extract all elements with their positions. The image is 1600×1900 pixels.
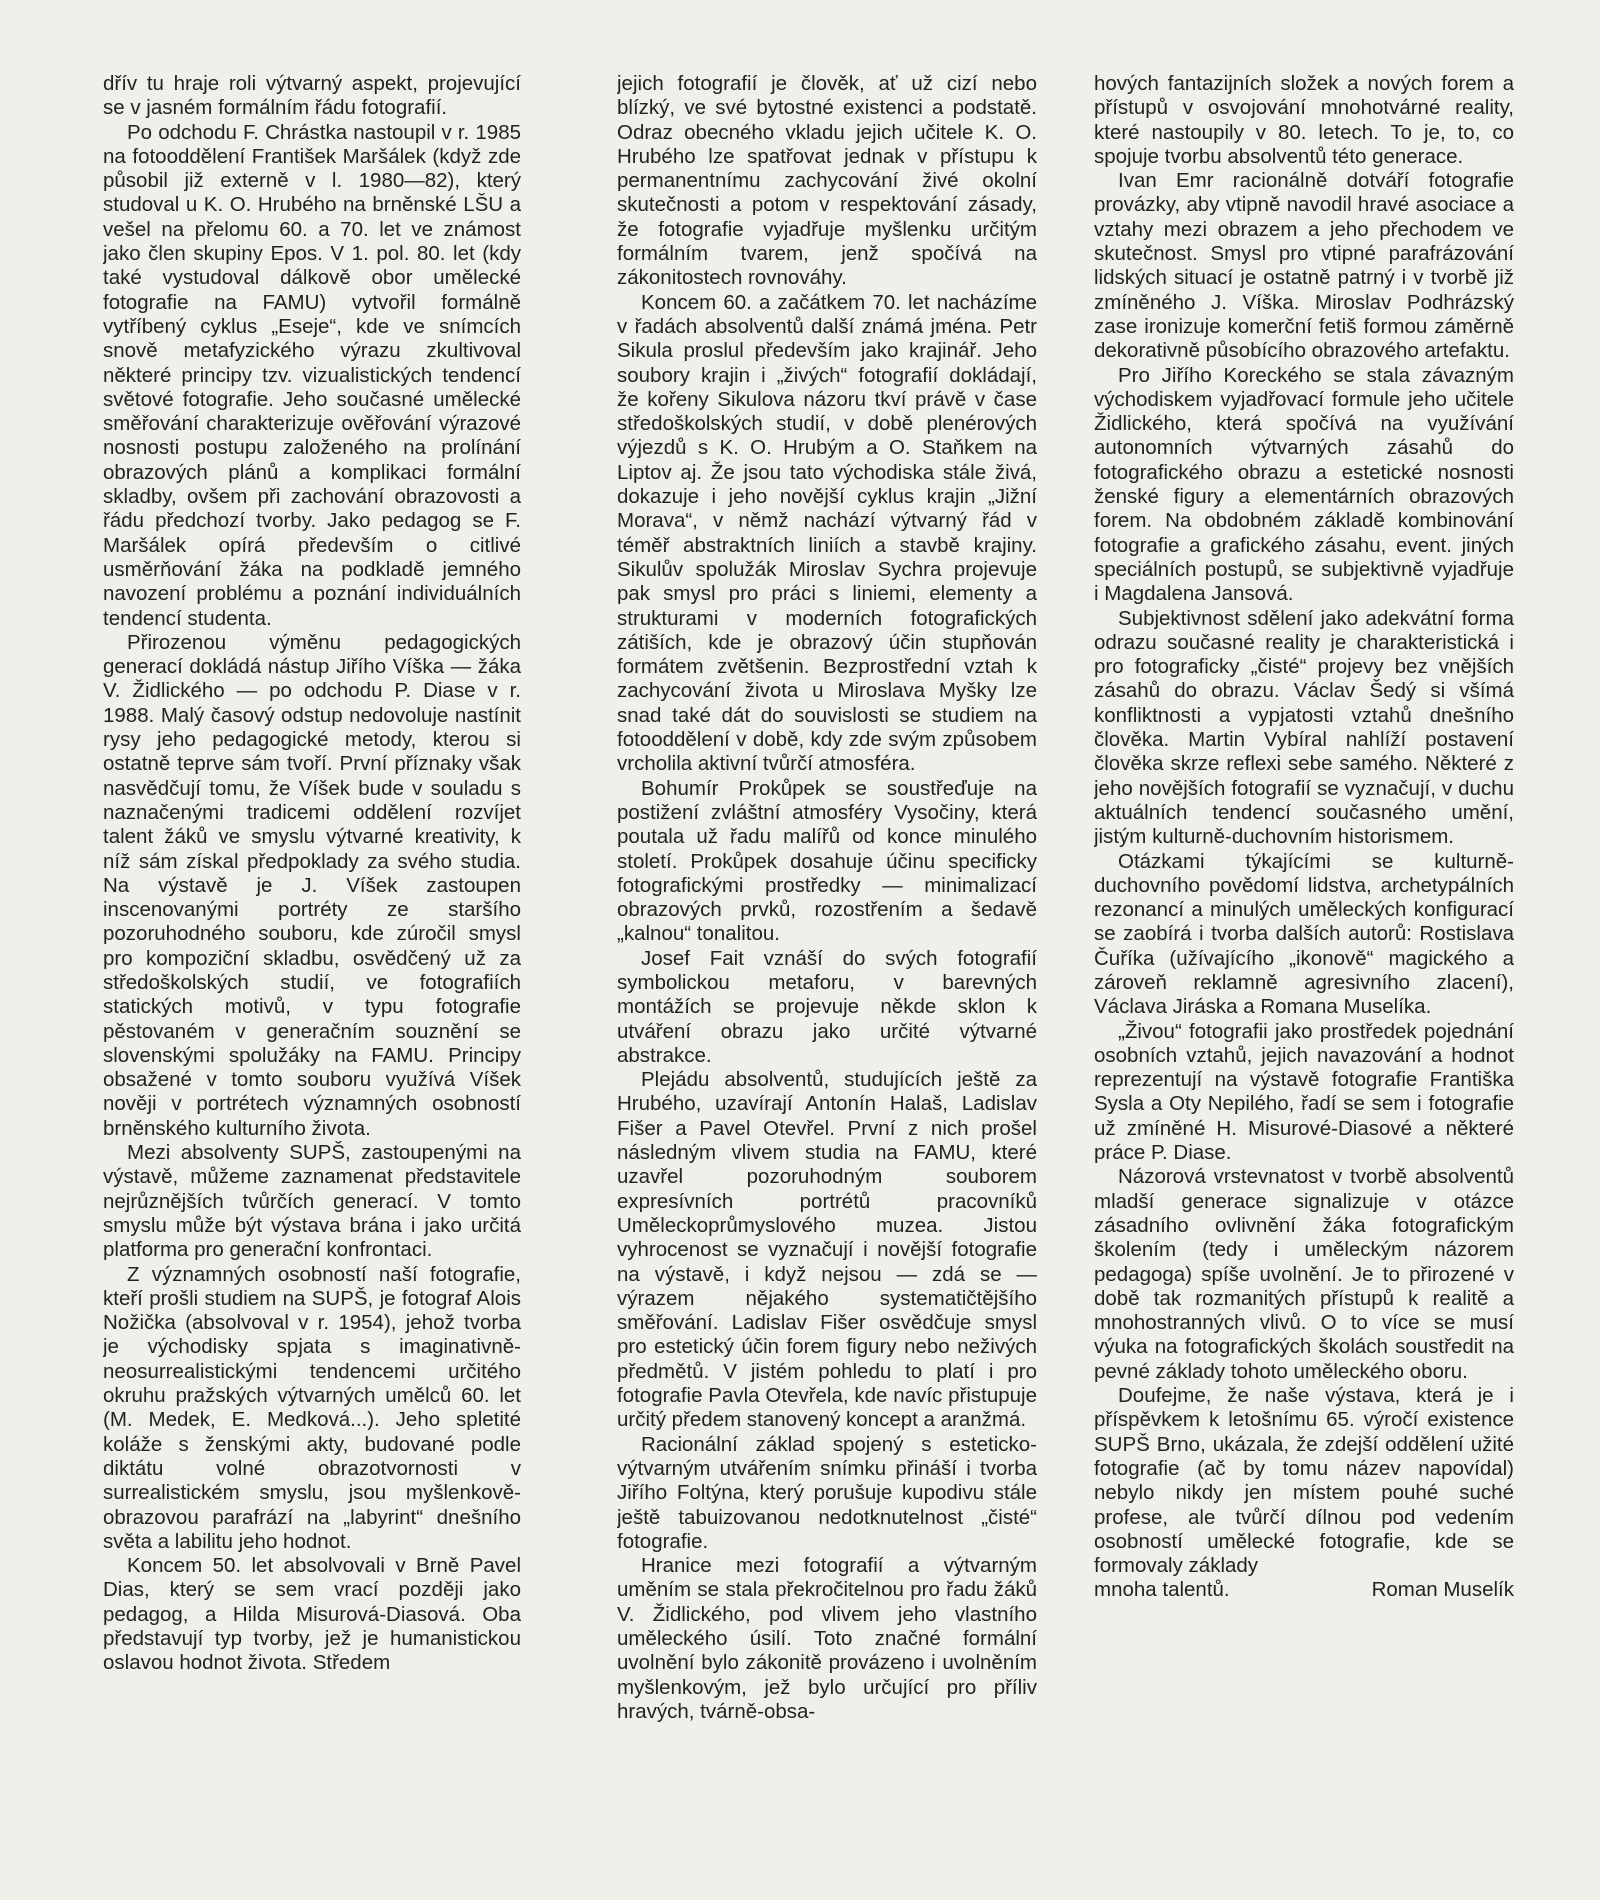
- paragraph: Koncem 60. a začátkem 70. let nacházíme v řadách absolventů další známá jména. Petr Sikula proslul především jako krajinář. Jeho soubory krajin i „živých“ fotografií dokládají, že kořeny Sikulova názoru tkví právě v čase středoškolských studií, v době plenérových výjezdů s K. O. Hrubým a O. Staňkem na Liptov aj. Že jsou tato východiska stále živá, dokazuje i jeho novější cyklus krajin „Jižní Morava“, v němž nachází výtvarný řád v téměř abstraktních liniích a stavbě krajiny. Sikulův spolužák Miroslav Sychra projevuje pak smysl pro práci s liniemi, elementy a strukturami v moderních fotografických zátiších, kde je obrazový účin stupňován formátem zvětšenin. Bezprostřední vztah k zachycování života u Miroslava Myšky lze snad také dát do souvislosti se studiem na fotooddělení v době, kdy zde svým způsobem vrcholila aktivní tvůrčí atmosféra.: [617, 290, 1037, 776]
- paragraph: Přirozenou výměnu pedagogických generací dokládá nástup Jiřího Víška — žáka V. Židlického — po odchodu P. Diase v r. 1988. Malý časový odstup nedovoluje nastínit rysy jeho pedagogické metody, kterou si ostatně teprve sám tvoří. První příznaky však nasvědčují tomu, že Víšek bude v souladu s naznačenými tradicemi oddělení rozvíjet talent žáků ve smyslu výtvarné kreativity, k níž sám získal předpoklady za svého studia. Na výstavě je J. Víšek zastoupen inscenovanými portréty ze staršího pozoruhodného souboru, kde zúročil smysl pro kompoziční skladbu, osvědčený už za středoškolských studií, ve fotografiích statických motivů, v typu fotografie pěstovaném v generačním souznění se slovenskými spolužáky na FAMU. Principy obsažené v tomto souboru využívá Víšek nověji v portrétech významných osobností brněnského kulturního života.: [103, 630, 521, 1140]
- paragraph: Ivan Emr racionálně dotváří fotografie provázky, aby vtipně navodil hravé asociace a vztahy mezi obrazem a jeho přechodem ve skutečnost. Smysl pro vtipné parafrázování lidských situací je ostatně patrný i v tvorbě již zmíněného J. Víška. Miroslav Podhrázský zase ironizuje komerční fetiš formou záměrně dekorativně působícího obrazového artefaktu.: [1094, 169, 1514, 363]
- paragraph: Subjektivnost sdělení jako adekvátní forma odrazu současné reality je charakteristická i pro fotograficky „čisté“ projevy bez vnějších zásahů do obrazu. Václav Šedý si všímá konfliktnosti a vypjatosti vztahů dnešního člověka. Martin Vybíral nahlíží postavení člověka skrze reflexi sebe samého. Některé z jeho novějších fotografií se vyznačují, v duchu aktuálních tendencí současného umění, jistým kulturně-duchovním historismem.: [1094, 606, 1514, 849]
- paragraph: Otázkami týkajícími se kulturně-duchovního povědomí lidstva, archetypálních rezonancí a minulých uměleckých konfigurací se zaobírá i tvorba dalších autorů: Rostislava Čuříka (užívajícího „ikonově“ magického a zároveň reklamně agresivního zlacení), Václava Jiráska a Romana Muselíka.: [1094, 849, 1514, 1019]
- paragraph: Pro Jiřího Koreckého se stala závazným východiskem vyjadřovací formule jeho učitele Židlického, která spočívá na využívání autonomních výtvarných zásahů do fotografického obrazu a estetické nosnosti ženské figury a elementárních obrazových forem. Na obdobném základě kombinování fotografie a grafického zásahu, event. jiných speciálních postupů, se subjektivně vyjadřuje i Magdalena Jansová.: [1094, 363, 1514, 606]
- paragraph: Po odchodu F. Chrástka nastoupil v r. 1985 na fotooddělení František Maršálek (když zde působil již externě v l. 1980—82), který studoval u K. O. Hrubého na brněnské LŠU a vešel na přelomu 60. a 70. let ve známost jako člen skupiny Epos. V 1. pol. 80. let (kdy také vystudoval dálkově obor umělecké fotografie na FAMU) vytvořil formálně vytříbený cyklus „Eseje“, kde ve snímcích snově metafyzického výrazu zkultivoval některé principy tzv. vizualistických tendencí světové fotografie. Jeho současné umělecké směřování charakterizuje ověřování výrazové nosnosti postupu založeného na prolínání obrazových plánů a komplikaci formální skladby, ovšem při zachování obrazovosti a řádu předchozí tvorby. Jako pedagog se F. Maršálek opírá především o citlivé usměrňování žáka na podkladě jemného navození problému a poznání individuálních tendencí studenta.: [103, 120, 521, 630]
- paragraph: Plejádu absolventů, studujících ještě za Hrubého, uzavírají Antonín Halaš, Ladislav Fišer a Pavel Otevřel. První z nich prošel následným vlivem studia na FAMU, které uzavřel pozoruhodným souborem expresívních portrétů pracovníků Uměleckoprůmyslového muzea. Jistou vyhrocenost se vyznačují i novější fotografie na výstavě, i když nejsou — zdá se — výrazem nějakého systematičtějšího směřování. Ladislav Fišer osvědčuje smysl pro estetický účin forem figury nebo neživých předmětů. V jistém pohledu to platí i pro fotografie Pavla Otevřela, kde navíc přistupuje určitý předem stanovený koncept a aranžmá.: [617, 1068, 1037, 1432]
- paragraph: dřív tu hraje roli výtvarný aspekt, projevující se v jasném formálním řádu fotografií.: [103, 72, 521, 120]
- paragraph: hových fantazijních složek a nových forem a přístupů v osvojování mnohotvárné reality, které nastoupily v 80. letech. To je, to, co spojuje tvorbu absolventů této generace.: [1094, 72, 1514, 168]
- paragraph: Mezi absolventy SUPŠ, zastoupenými na výstavě, můžeme zaznamenat představitele nejrůznějších tvůrčích generací. V tomto smyslu může být výstava brána i jako určitá platforma pro generační konfrontaci.: [103, 1141, 521, 1262]
- article-column-1: [103, 72, 521, 1862]
- paragraph: „Živou“ fotografii jako prostředek pojednání osobních vztahů, jejich navazování a hodnot reprezentují na výstavě fotografie Františka Sysla a Oty Nepilého, řadí se sem i fotografie už zmíněné H. Misurové-Diasové a některé práce P. Diase.: [1094, 1019, 1514, 1165]
- author-signature: Roman Muselík: [1371, 1578, 1514, 1602]
- paragraph: jejich fotografií je člověk, ať už cizí nebo blízký, ve své bytostné existenci a podstatě. Odraz obecného vkladu jejich učitele K. O. Hrubého lze spatřovat jednak v přístupu k permanentnímu zachycování živé okolní skutečnosti a potom v respektování zásady, že fotografie vyjadřuje myšlenku určitým formálním tvarem, jenž spočívá na zákonitostech rovnováhy.: [617, 72, 1037, 290]
- paragraph: Josef Fait vznáší do svých fotografií symbolickou metaforu, v barevných montážích se projevuje někde sklon k utváření obrazu jako určité výtvarné abstrakce.: [617, 946, 1037, 1067]
- article-column-2: [617, 72, 1037, 1862]
- closing-text: mnoha talentů.: [1094, 1578, 1230, 1602]
- paragraph: Hranice mezi fotografií a výtvarným uměním se stala překročitelnou pro řadu žáků V. Židlického, pod vlivem jeho vlastního uměleckého úsilí. Toto značné formální uvolnění bylo zákonitě provázeno i uvolněním myšlenkovým, jež bylo určující pro příliv hravých, tvárně-obsa-: [617, 1554, 1037, 1723]
- closing-line: [1094, 1578, 1514, 1602]
- paragraph: Racionální základ spojený s esteticko-výtvarným utvářením snímku přináší i tvorba Jiřího Foltýna, který porušuje kupodivu stále ještě tabuizovanou nedotknutelnost „čisté“ fotografie.: [617, 1432, 1037, 1553]
- paragraph: Doufejme, že naše výstava, která je i příspěvkem k letošnímu 65. výročí existence SUPŠ Brno, ukázala, že zdejší oddělení užité fotografie (ač by tomu název napovídal) nebylo nikdy jen místem pouhé suché profese, ale tvůrčí dílnou pod vedením osobností umělecké fotografie, kde se formovaly základy: [1094, 1384, 1514, 1578]
- paragraph: Bohumír Prokůpek se soustřeďuje na postižení zvláštní atmosféry Vysočiny, která poutala už řadu malířů od konce minulého století. Prokůpek dosahuje účinu specificky fotografickými prostředky — minimalizací obrazových prvků, rozostřením a šedavě „kalnou“ tonalitou.: [617, 776, 1037, 946]
- paragraph: Názorová vrstevnatost v tvorbě absolventů mladší generace signalizuje v otázce zásadního ovlivnění žáka fotografickým školením (tedy i uměleckým názorem pedagoga) spíše uvolnění. Je to přirozené v době tak rozmanitých přístupů k realitě a mnohostranných vlivů. O to více se musí výuka na fotografických školách soustředit na pevné základy tohoto uměleckého oboru.: [1094, 1165, 1514, 1383]
- article-column-3: [1094, 72, 1514, 1862]
- paragraph: Koncem 50. let absolvovali v Brně Pavel Dias, který se sem vrací později jako pedagog, a Hilda Misurová-Diasová. Oba představují typ tvorby, jež je humanistickou oslavou hodnot života. Středem: [103, 1554, 521, 1675]
- paragraph: Z významných osobností naší fotografie, kteří prošli studiem na SUPŠ, je fotograf Alois Nožička (absolvoval v r. 1954), jehož tvorba je východisky spjata s imaginativně-neosurrealistickými tendencemi určitého okruhu pražských výtvarných umělců 60. let (M. Medek, E. Medková...). Jeho spletité koláže s ženskými akty, budované podle diktátu volné obrazotvornosti v surrealistickém smyslu, jsou myšlenkově-obrazovou parafrází na „labyrint“ dnešního světa a labilitu jeho hodnot.: [103, 1262, 521, 1553]
